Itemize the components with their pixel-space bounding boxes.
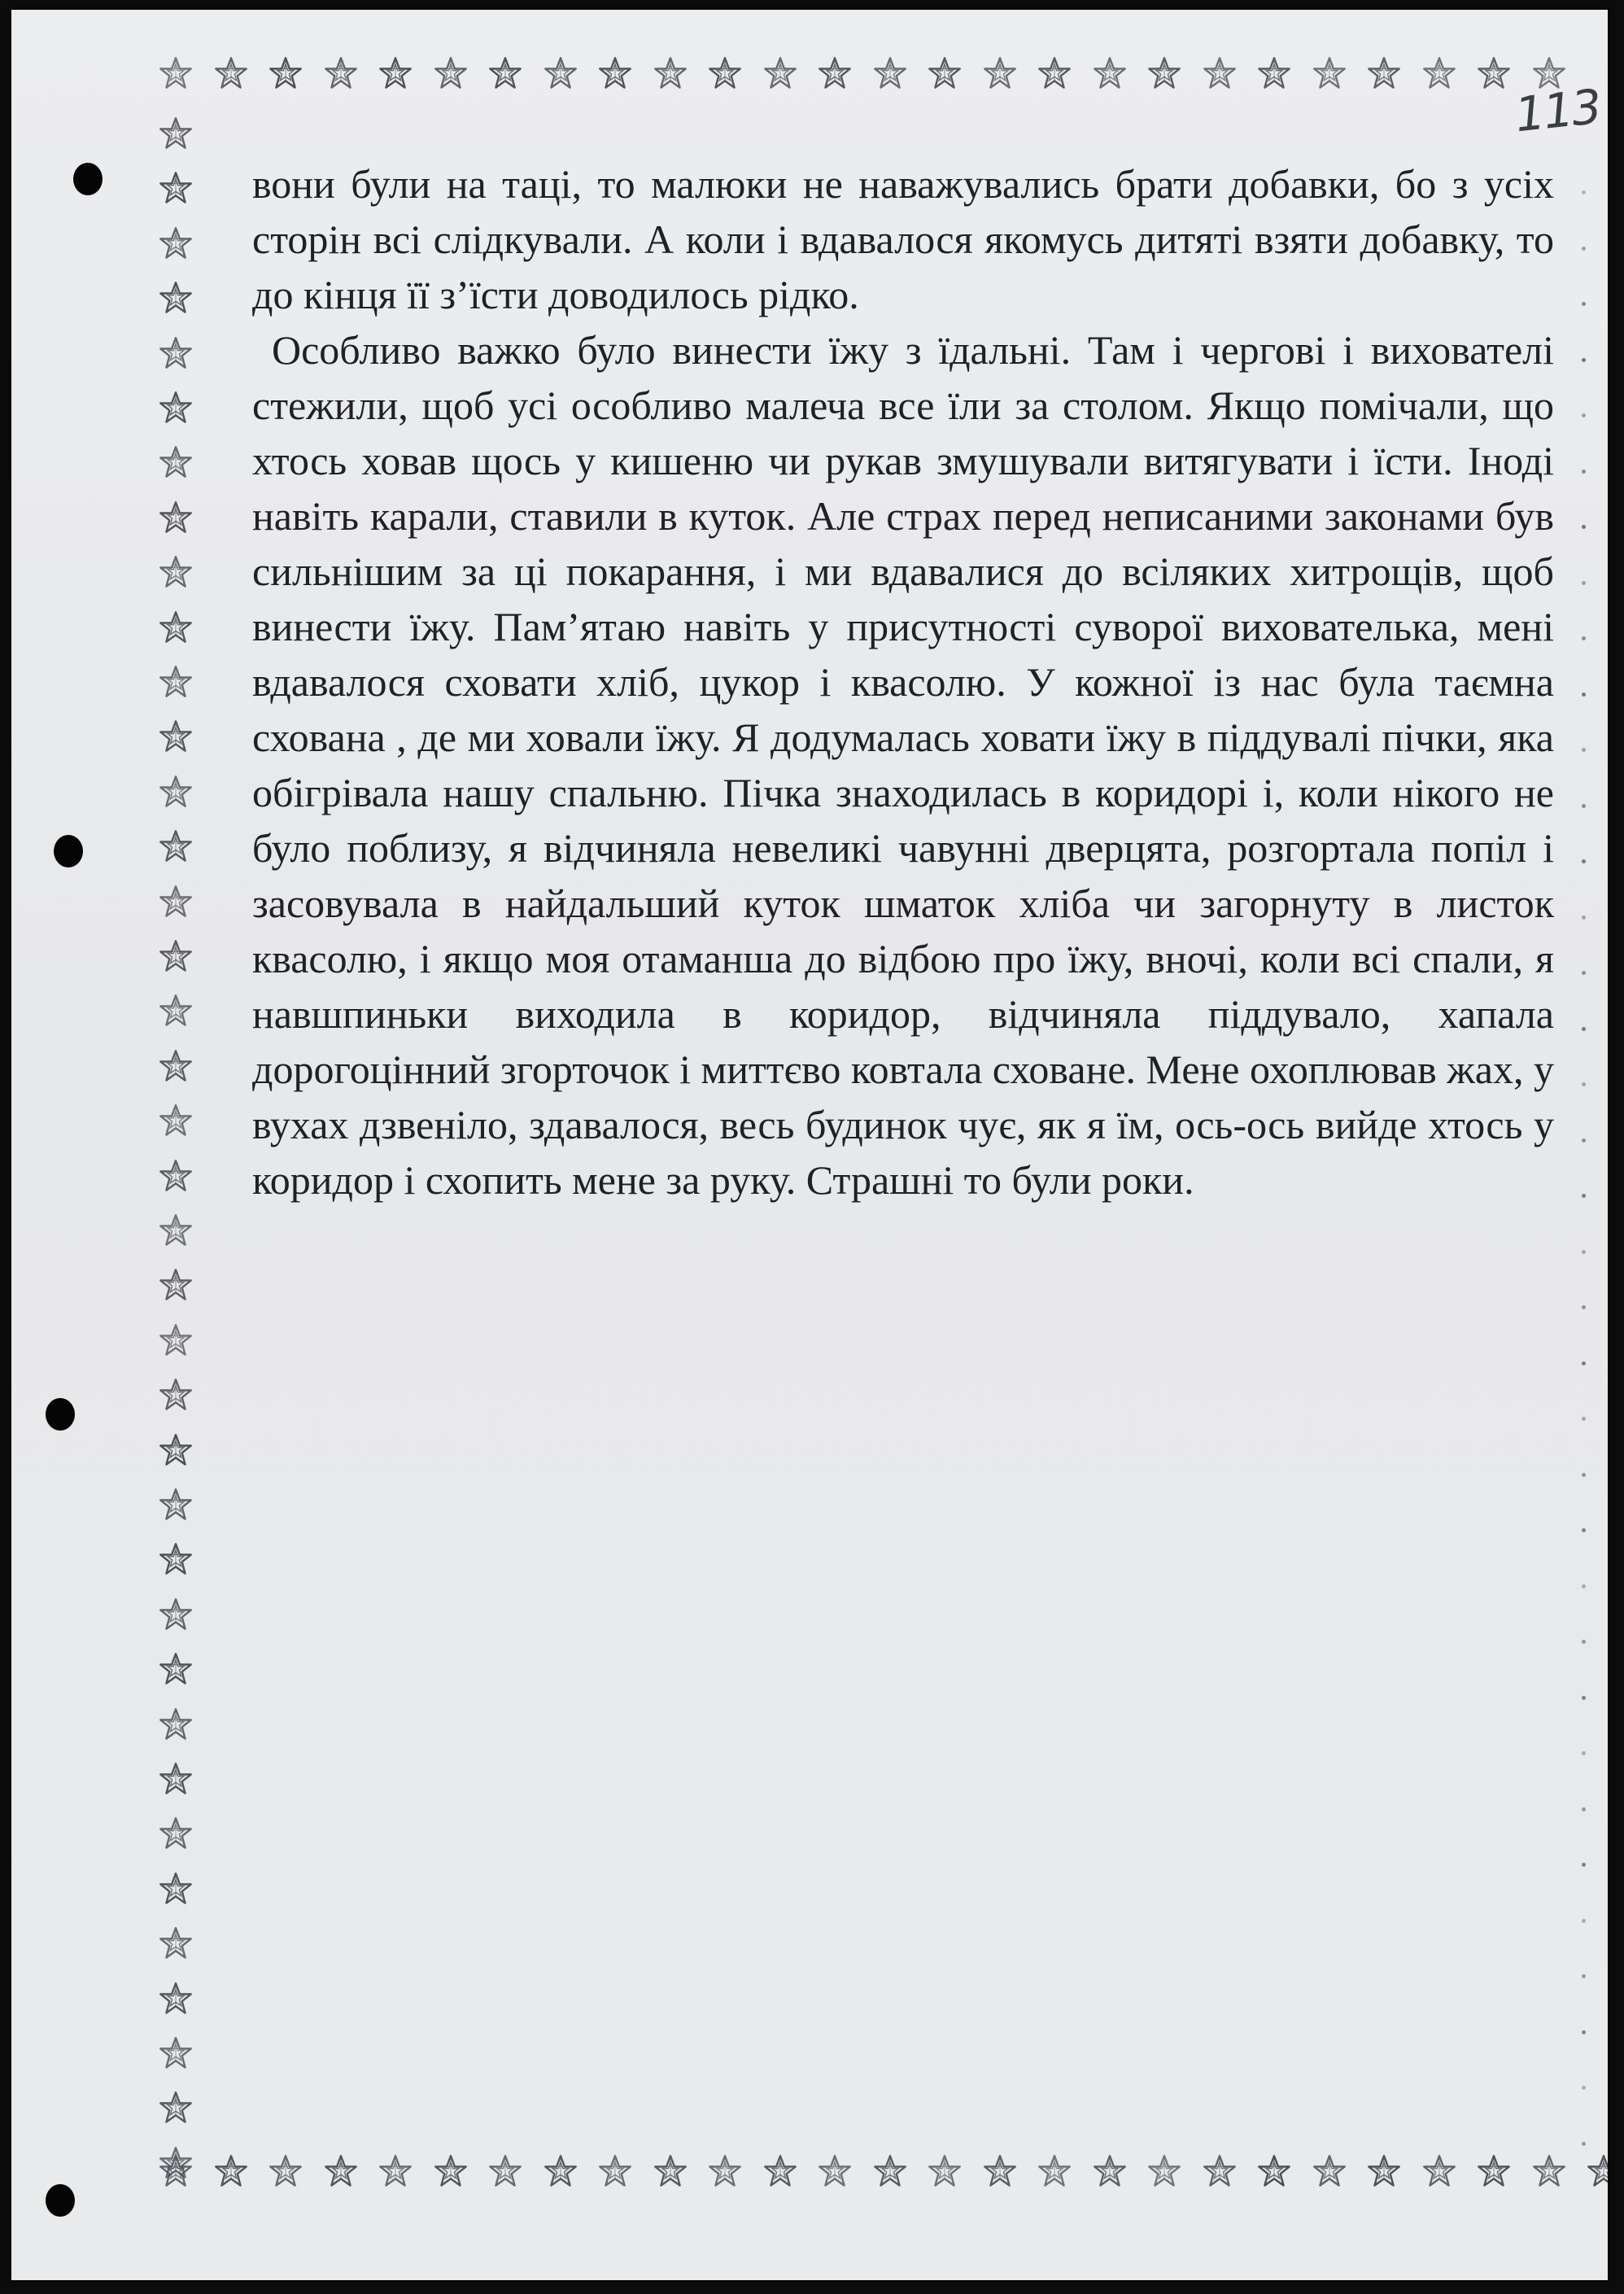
star-icon <box>158 1871 194 1907</box>
star-icon <box>1037 55 1072 91</box>
star-icon <box>872 2153 908 2189</box>
star-icon <box>1202 2153 1238 2189</box>
star-icon <box>982 2153 1018 2189</box>
margin-dot <box>1582 1473 1586 1477</box>
star-icon <box>597 2153 633 2189</box>
margin-dot <box>1582 1082 1586 1086</box>
star-icon <box>158 1487 194 1523</box>
margin-dot <box>1582 1751 1586 1755</box>
star-icon <box>158 884 194 920</box>
star-icon <box>543 2153 578 2189</box>
star-icon <box>213 55 249 91</box>
star-icon <box>158 116 194 151</box>
margin-dot <box>1582 1974 1586 1978</box>
star-icon <box>1256 2153 1292 2189</box>
star-icon <box>158 1651 194 1687</box>
star-icon <box>1037 2153 1072 2189</box>
star-icon <box>762 2153 798 2189</box>
margin-dot <box>1582 2142 1586 2146</box>
star-icon <box>1092 55 1128 91</box>
margin-dot <box>1582 247 1586 251</box>
margin-dot <box>1582 636 1586 640</box>
star-icon <box>158 1213 194 1248</box>
star-icon <box>653 55 688 91</box>
margin-dot <box>1582 1640 1586 1644</box>
star-icon <box>158 500 194 535</box>
star-icon <box>378 55 413 91</box>
star-icon <box>158 1541 194 1577</box>
star-icon <box>762 55 798 91</box>
margin-dot <box>1582 804 1586 808</box>
star-icon <box>1146 55 1182 91</box>
star-icon <box>1421 55 1457 91</box>
star-icon <box>1421 2153 1457 2189</box>
star-icon <box>158 2090 194 2126</box>
margin-dot <box>1582 693 1586 697</box>
margin-dot <box>1582 1863 1586 1867</box>
star-icon <box>378 2153 413 2189</box>
margin-dot <box>1582 1696 1586 1700</box>
star-icon <box>158 1816 194 1851</box>
star-icon <box>158 390 194 426</box>
star-icon <box>213 2153 249 2189</box>
star-icon <box>158 1925 194 1961</box>
margin-dot <box>1582 2086 1586 2090</box>
star-icon <box>1366 2153 1402 2189</box>
star-icon <box>158 335 194 371</box>
margin-dot <box>1582 1138 1586 1143</box>
star-icon <box>1202 55 1238 91</box>
star-icon <box>158 1267 194 1303</box>
margin-dot <box>1582 190 1586 194</box>
document-page <box>11 10 1608 2280</box>
star-icon <box>1312 55 1347 91</box>
star-icon <box>1146 2153 1182 2189</box>
star-icon <box>158 664 194 700</box>
star-icon <box>158 170 194 206</box>
star-icon <box>323 2153 359 2189</box>
star-icon <box>158 280 194 316</box>
star-icon <box>158 1761 194 1797</box>
margin-dot <box>1582 859 1586 863</box>
star-icon <box>158 444 194 480</box>
margin-dot <box>1582 525 1586 529</box>
star-icon <box>158 993 194 1029</box>
margin-dot <box>1582 1584 1586 1588</box>
star-icon <box>158 1322 194 1358</box>
star-icon <box>268 2153 303 2189</box>
margin-dot <box>1582 413 1586 417</box>
star-icon <box>927 55 963 91</box>
star-icon <box>597 55 633 91</box>
star-icon <box>158 774 194 810</box>
star-icon <box>268 55 303 91</box>
margin-dot <box>1582 358 1586 362</box>
star-icon <box>323 55 359 91</box>
star-icon <box>158 1103 194 1138</box>
margin-dot <box>1582 1361 1586 1365</box>
punch-hole-top <box>73 163 103 195</box>
margin-dot <box>1582 1919 1586 1923</box>
star-icon <box>1531 2153 1567 2189</box>
star-icon <box>158 55 194 91</box>
punch-hole-upper-middle <box>54 835 83 867</box>
margin-dot <box>1582 1250 1586 1254</box>
star-icon <box>817 55 853 91</box>
margin-dot <box>1582 1027 1586 1031</box>
star-icon <box>1312 2153 1347 2189</box>
star-icon <box>707 2153 743 2189</box>
star-icon <box>487 55 523 91</box>
star-icon <box>1586 2153 1608 2189</box>
star-icon <box>158 2035 194 2071</box>
margin-dot <box>1582 2030 1586 2034</box>
margin-dot <box>1582 1528 1586 1532</box>
star-icon <box>158 1432 194 1468</box>
star-icon <box>433 2153 469 2189</box>
star-icon <box>158 828 194 864</box>
star-icon <box>158 610 194 645</box>
margin-dot <box>1582 971 1586 975</box>
margin-dot <box>1582 470 1586 474</box>
star-icon <box>158 1158 194 1194</box>
star-icon <box>433 55 469 91</box>
star-icon <box>707 55 743 91</box>
star-icon <box>543 55 578 91</box>
star-icon <box>927 2153 963 2189</box>
star-icon <box>872 55 908 91</box>
star-icon <box>1476 55 1512 91</box>
page-number: 113 <box>1512 78 1603 143</box>
star-icon <box>158 2153 194 2189</box>
margin-dot <box>1582 1305 1586 1309</box>
star-icon <box>158 1048 194 1084</box>
punch-hole-bottom <box>46 2184 75 2217</box>
margin-dot <box>1582 1417 1586 1421</box>
margin-dot <box>1582 748 1586 752</box>
paragraph-main: Особливо важко було винести їжу з їдальні. Там і чергові і вихователі стежили, щоб усі особливо малеча все їли за столом. Якщо помічали, що хтось ховав щось у кишеню чи рукав змушували витягувати і їсти. Іноді навіть карали, ставили в куток. Але страх перед неписаними законами був сильнішим за ці покарання, і ми вдавалися до всіляких хитрощів, щоб винести їжу. Пам’ятаю навіть у присутності суворої вихователька, мені вдавалося сховати хліб, цукор і квасолю. У кожної із нас була таємна схована , де ми ховали їжу. Я додумалась ховати їжу в піддувалі пічки, яка обігрівала нашу спальню. Пічка знаходилась в коридорі і, коли нікого не було поблизу, я відчиняла невеликі чавунні дверцята, розгортала попіл і засовувала в найдальший куток шматок хліба чи загорнуту в листок квасолю, і якщо моя отаманша до відбою про їжу, вночі, коли всі спали, я навшпиньки виходила в коридор, відчиняла піддувало, хапала дорогоцінний згорточок і миттєво ковтала сховане. Мене охоплював жах, у вухах дзвеніло, здавалося, весь будинок чує, як я їм, ось-ось вийде хтось у коридор і схопить мене за руку. Страшні то були роки. <box>252 327 1554 1203</box>
star-icon <box>982 55 1018 91</box>
star-icon <box>158 225 194 261</box>
star-icon <box>653 2153 688 2189</box>
body-text <box>252 156 1554 1208</box>
star-icon <box>1476 2153 1512 2189</box>
star-icon <box>487 2153 523 2189</box>
star-icon <box>158 554 194 590</box>
punch-hole-lower-middle <box>46 1398 75 1431</box>
paragraph-continuation: вони були на таці, то малюки не наважувались брати добавки, бо з усіх сторін всі слідкували. А коли і вдавалося якомусь дитяті взяти добавку, то до кінця її з’їсти доводилось рідко. <box>252 161 1554 317</box>
star-icon <box>817 2153 853 2189</box>
star-icon <box>1092 2153 1128 2189</box>
star-icon <box>158 938 194 974</box>
star-icon <box>1256 55 1292 91</box>
star-icon <box>158 719 194 754</box>
star-icon <box>158 1706 194 1742</box>
margin-dot <box>1582 915 1586 920</box>
star-icon <box>158 1377 194 1413</box>
margin-dot <box>1582 1194 1586 1198</box>
margin-dot <box>1582 302 1586 306</box>
star-icon <box>158 1981 194 2017</box>
margin-dot <box>1582 1807 1586 1811</box>
star-icon <box>1366 55 1402 91</box>
margin-dot <box>1582 581 1586 585</box>
star-icon <box>158 1597 194 1632</box>
